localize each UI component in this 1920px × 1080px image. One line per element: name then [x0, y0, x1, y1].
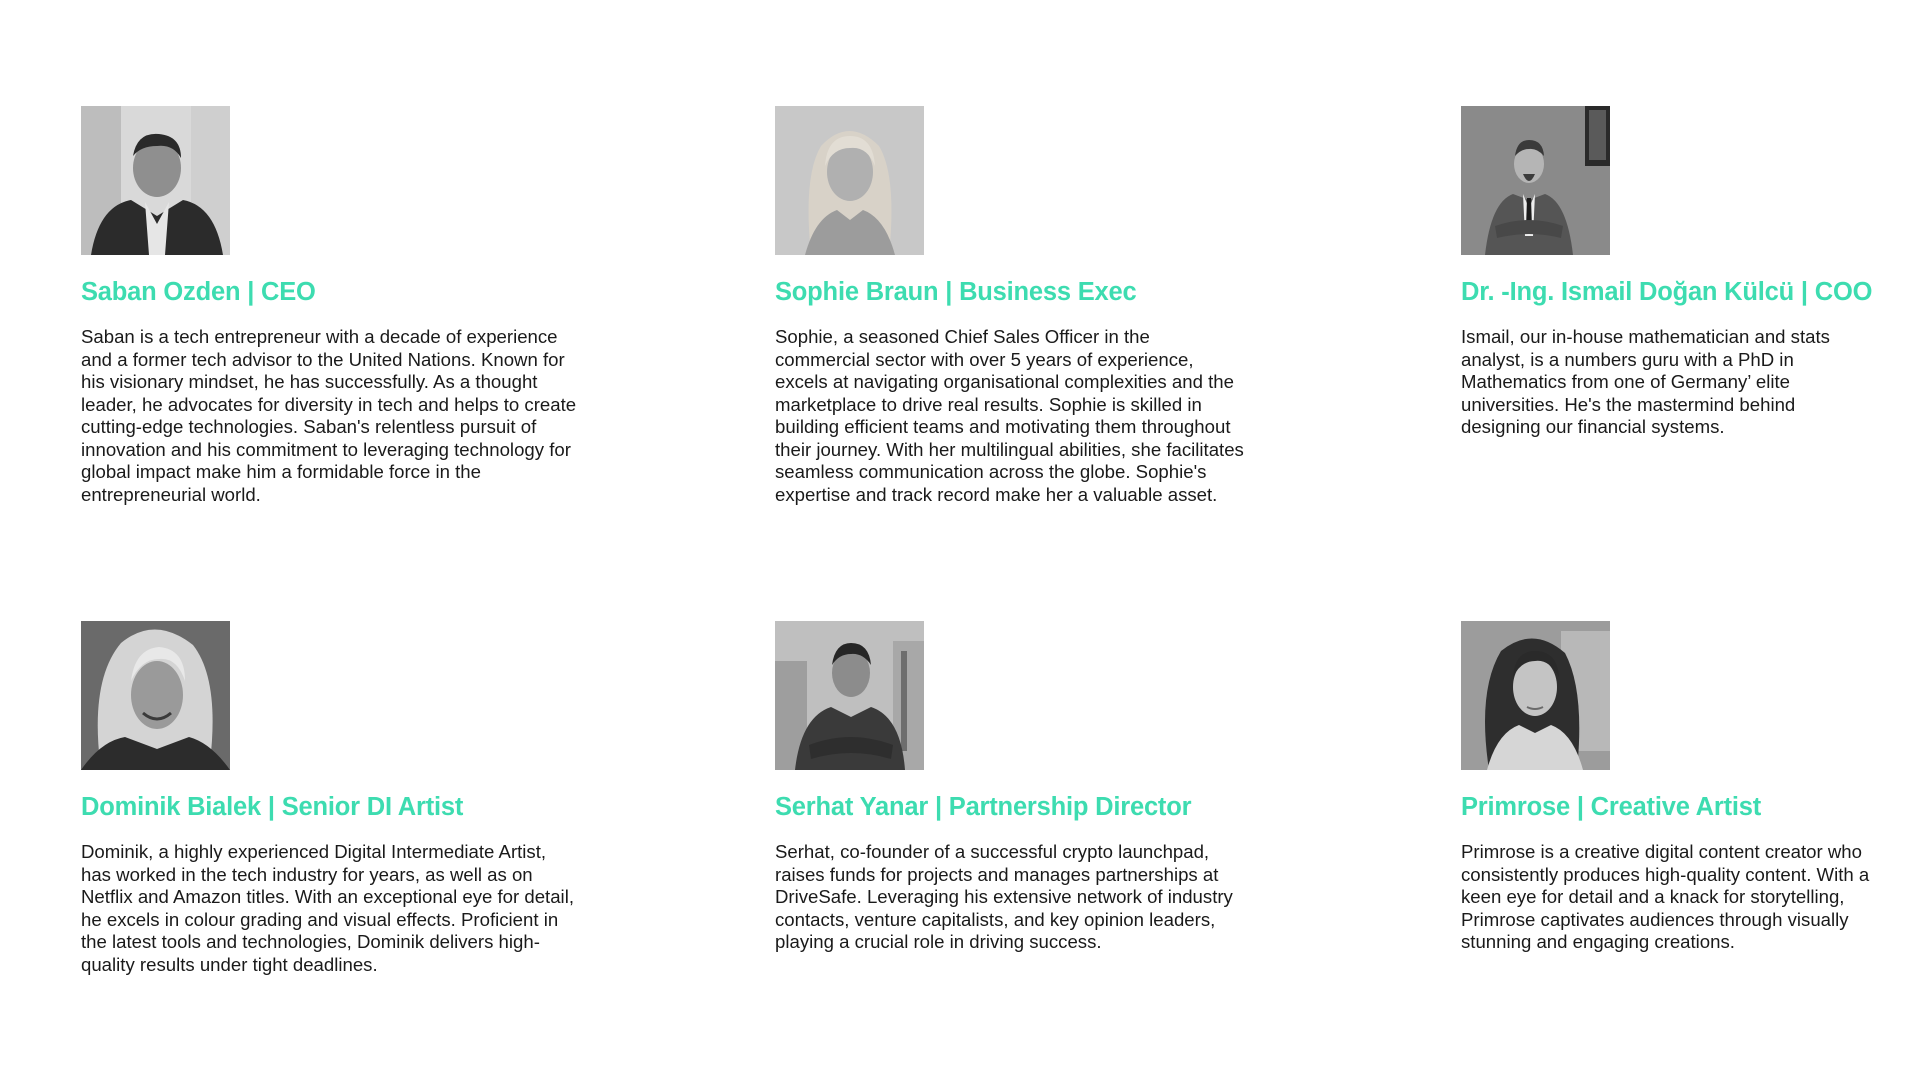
team-member-card [81, 621, 621, 976]
man-portrait-photo [775, 621, 924, 770]
team-member-card [775, 621, 1315, 954]
member-bio: Ismail, our in-house mathematician and stats analyst, is a numbers guru with a PhD in Mathematics from one of Germany’ elite universities. He's the mastermind behind designing our financial systems. [1461, 326, 1830, 437]
member-name: Primrose | Creative Artist [1461, 793, 1762, 821]
woman-portrait-photo [775, 106, 924, 255]
member-name: Serhat Yanar | Partnership Director [775, 793, 1192, 821]
member-bio: Serhat, co-founder of a successful crypto launchpad, raises funds for projects and manages partnerships at DriveSafe. Leveraging his extensive network of industry contacts, venture capitalists, and key opinion leaders, playing a crucial role in driving success. [775, 841, 1233, 952]
member-bio: Primrose is a creative digital content creator who consistently produces high-quality content. With a keen eye for detail and a knack for storytelling, Primrose captivates audiences through visually stunning and engaging creations. [1461, 841, 1870, 952]
man-in-suit-portrait-photo [1461, 106, 1610, 255]
member-name: Saban Ozden | CEO [81, 278, 316, 306]
man-portrait-photo [81, 106, 230, 255]
team-member-card [81, 106, 621, 506]
team-member-card [1461, 106, 1920, 439]
member-bio: Sophie, a seasoned Chief Sales Officer in the commercial sector with over 5 years of experience, excels at navigating organisational complexities and the marketplace to drive real results. Sophie is skilled in building efficient teams and motivating them throughout their journey. With her multilingual abilities, she facilitates seamless communication across the globe. Sophie's expertise and track record make her a valuable asset. [775, 326, 1244, 505]
team-member-card [775, 106, 1315, 506]
woman-illustrated-portrait [1461, 621, 1610, 770]
member-bio: Dominik, a highly experienced Digital Intermediate Artist, has worked in the tech industry for years, as well as on Netflix and Amazon titles. With an exceptional eye for detail, he excels in colour grading and visual effects. Proficient in the latest tools and technologies, Dominik delivers high-quality results under tight deadlines. [81, 841, 574, 975]
member-bio: Saban is a tech entrepreneur with a decade of experience and a former tech advisor to the United Nations. Known for his visionary mindset, he has successfully. As a thought leader, he advocates for diversity in tech and helps to create cutting-edge technologies. Saban's relentless pursuit of innovation and his commitment to leveraging technology for global impact make him a formidable force in the entrepreneurial world. [81, 326, 577, 505]
member-name: Dominik Bialek | Senior DI Artist [81, 793, 464, 821]
member-name: Dr. -Ing. Ismail Doğan Külcü | COO [1461, 278, 1873, 306]
man-illustrated-portrait [81, 621, 230, 770]
member-name: Sophie Braun | Business Exec [775, 278, 1137, 306]
team-member-card [1461, 621, 1920, 954]
